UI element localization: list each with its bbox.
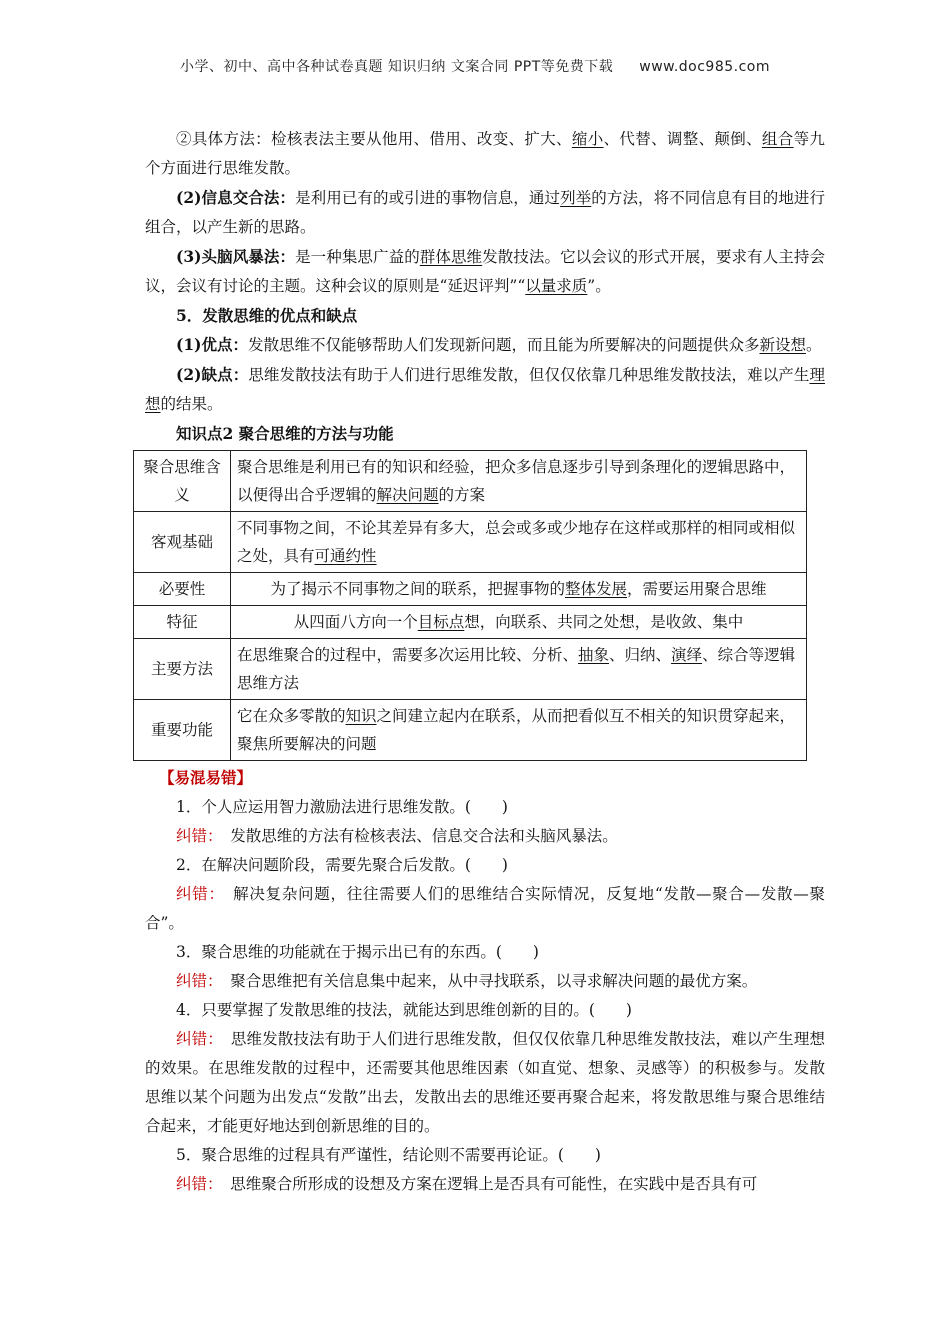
row-label: 主要方法: [134, 639, 231, 700]
row-content: 聚合思维是利用已有的知识和经验，把众多信息逐步引导到条理化的逻辑思路中，以便得出合乎逻辑的解决问题的方案: [231, 451, 807, 512]
table-row: [134, 573, 807, 606]
page-header: [0, 56, 950, 76]
mistake-correction: 纠错： 思维聚合所形成的设想及方案在逻辑上是否具有可能性，在实践中是否具有可: [176, 1175, 758, 1193]
convergent-thinking-table: [133, 450, 807, 761]
table-row: [134, 512, 807, 573]
mistake-correction: 纠错： 解决复杂问题，往往需要人们的思维结合实际情况，反复地“发散—聚合—发散—聚合”。: [145, 885, 825, 932]
row-content: 它在众多零散的知识之间建立起内在联系，从而把看似互不相关的知识贯穿起来，聚焦所要解决的问题: [231, 700, 807, 761]
row-label: 特征: [134, 606, 231, 639]
header-url[interactable]: www.doc985.com: [639, 59, 771, 75]
document-body: [145, 125, 825, 1199]
row-label: 必要性: [134, 573, 231, 606]
section-heading-pros-cons: 5．发散思维的优点和缺点: [176, 306, 358, 325]
table-row: [134, 606, 807, 639]
mistake-question: 4．只要掌握了发散思维的技法，就能达到思维创新的目的。( ): [176, 1001, 632, 1019]
mistake-correction: 纠错： 聚合思维把有关信息集中起来，从中寻找联系，以寻求解决问题的最优方案。: [176, 972, 758, 990]
mistake-question: 3．聚合思维的功能就在于揭示出已有的东西。( ): [176, 943, 539, 961]
knowledge-point-2-heading: 知识点2 聚合思维的方法与功能: [176, 424, 394, 443]
paragraph-brainstorm-method: (3)头脑风暴法：是一种集思广益的群体思维发散技法。它以会议的形式开展，要求有人主持会议，会议有讨论的主题。这种会议的原则是“延迟评判”“以量求质”。: [145, 247, 825, 295]
row-label: 重要功能: [134, 700, 231, 761]
mistake-question: 1．个人应运用智力激励法进行思维发散。( ): [176, 798, 508, 816]
row-content: 从四面八方向一个目标点想，向联系、共同之处想，是收敛、集中: [231, 606, 807, 639]
mistake-correction: 纠错： 思维发散技法有助于人们进行思维发散，但仅仅依靠几种思维发散技法，难以产生理想的效果。在思维发散的过程中，还需要其他思维因素（如直觉、想象、灵感等）的积极参与。发散思维以某个问题为出发点“发散”出去，发散出去的思维还要再聚合起来，将发散思维与聚合思维结合起来，才能更好地达到创新思维的目的。: [145, 1030, 825, 1135]
row-content: 为了揭示不同事物之间的联系，把握事物的整体发展，需要运用聚合思维: [231, 573, 807, 606]
mistake-correction: 纠错： 发散思维的方法有检核表法、信息交合法和头脑风暴法。: [176, 827, 618, 845]
paragraph-checklist-method: ②具体方法：检核表法主要从他用、借用、改变、扩大、缩小、代替、调整、颠倒、组合等九个方面进行思维发散。: [145, 130, 825, 177]
table-row: [134, 700, 807, 761]
paragraph-advantages: (1)优点：发散思维不仅能够帮助人们发现新问题，而且能为所要解决的问题提供众多新设想。: [176, 335, 822, 354]
table-row: [134, 639, 807, 700]
row-label: 聚合思维含义: [134, 451, 231, 512]
header-text: 小学、初中、高中各种试卷真题 知识归纳 文案合同 PPT等免费下载: [179, 59, 614, 75]
row-content: 不同事物之间，不论其差异有多大，总会或多或少地存在这样或那样的相同或相似之处，具有可通约性: [231, 512, 807, 573]
mistake-question: 2．在解决问题阶段，需要先聚合后发散。( ): [176, 856, 508, 874]
row-label: 客观基础: [134, 512, 231, 573]
table-row: [134, 451, 807, 512]
paragraph-info-cross-method: (2)信息交合法：是利用已有的或引进的事物信息，通过列举的方法，将不同信息有目的地进行组合，以产生新的思路。: [145, 188, 825, 236]
row-content: 在思维聚合的过程中，需要多次运用比较、分析、抽象、归纳、演绎、综合等逻辑思维方法: [231, 639, 807, 700]
paragraph-disadvantages: (2)缺点：思维发散技法有助于人们进行思维发散，但仅仅依靠几种思维发散技法，难以产生理想的结果。: [145, 365, 825, 413]
mistake-question: 5．聚合思维的过程具有严谨性，结论则不需要再论证。( ): [176, 1146, 601, 1164]
mistakes-section-title: 【易混易错】: [159, 768, 253, 787]
